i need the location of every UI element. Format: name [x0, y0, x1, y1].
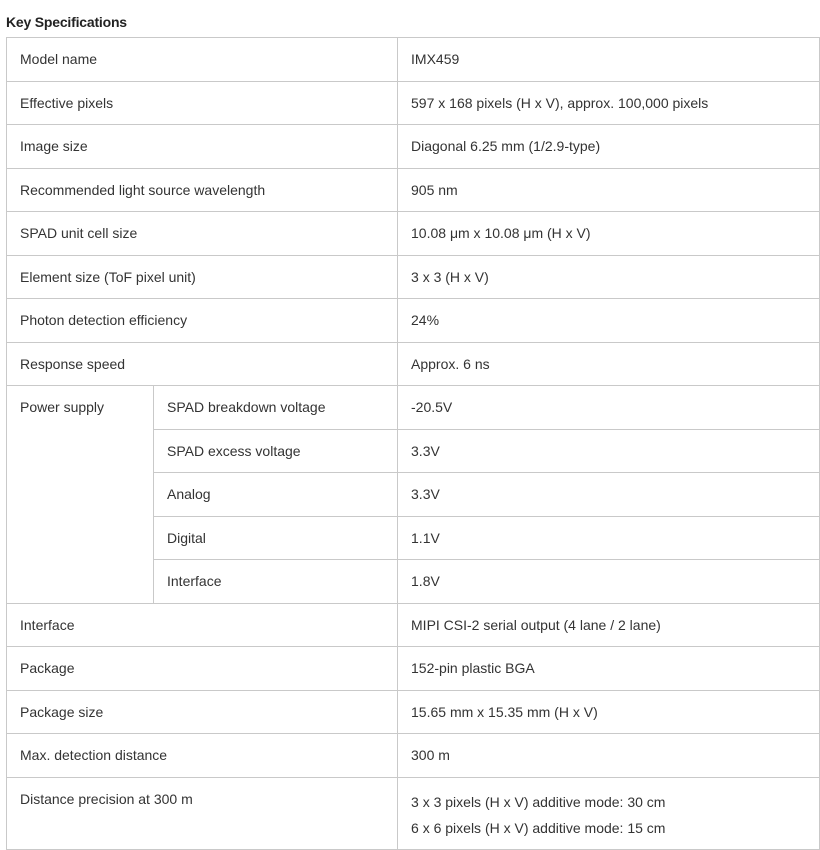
spec-value: 152-pin plastic BGA: [398, 647, 820, 691]
table-row: [7, 255, 820, 299]
table-row: [7, 603, 820, 647]
power-sub-value: 3.3V: [398, 473, 820, 517]
spec-value: 3 x 3 (H x V): [398, 255, 820, 299]
spec-value-multiline: [398, 777, 820, 849]
table-row: [7, 125, 820, 169]
spec-label: SPAD unit cell size: [7, 212, 398, 256]
power-sub-label: SPAD excess voltage: [154, 429, 398, 473]
spec-label: Package: [7, 647, 398, 691]
power-sub-value: -20.5V: [398, 386, 820, 430]
precision-line: 6 x 6 pixels (H x V) additive mode: 15 cm: [411, 819, 666, 836]
table-row: [7, 386, 820, 430]
spec-label: Photon detection efficiency: [7, 299, 398, 343]
power-sub-label: Interface: [154, 560, 398, 604]
table-row: [7, 777, 820, 849]
table-row: [7, 81, 820, 125]
key-specifications-table: [6, 37, 820, 850]
spec-label: Image size: [7, 125, 398, 169]
power-sub-value: 3.3V: [398, 429, 820, 473]
table-row: [7, 734, 820, 778]
spec-label: Package size: [7, 690, 398, 734]
spec-value: 10.08 μm x 10.08 μm (H x V): [398, 212, 820, 256]
spec-label: Effective pixels: [7, 81, 398, 125]
spec-label: Response speed: [7, 342, 398, 386]
spec-label: Element size (ToF pixel unit): [7, 255, 398, 299]
power-sub-value: 1.8V: [398, 560, 820, 604]
power-sub-label: Analog: [154, 473, 398, 517]
table-row: [7, 168, 820, 212]
table-row: [7, 690, 820, 734]
spec-label: Max. detection distance: [7, 734, 398, 778]
table-row: [7, 647, 820, 691]
power-sub-value: 1.1V: [398, 516, 820, 560]
spec-label: Interface: [7, 603, 398, 647]
spec-value: MIPI CSI-2 serial output (4 lane / 2 lane): [398, 603, 820, 647]
section-title: Key Specifications: [6, 14, 127, 30]
table-row: [7, 299, 820, 343]
spec-value: Diagonal 6.25 mm (1/2.9-type): [398, 125, 820, 169]
spec-value: 15.65 mm x 15.35 mm (H x V): [398, 690, 820, 734]
spec-value: Approx. 6 ns: [398, 342, 820, 386]
table-row: [7, 38, 820, 82]
precision-line: 3 x 3 pixels (H x V) additive mode: 30 cm: [411, 793, 666, 810]
spec-value: 300 m: [398, 734, 820, 778]
spec-value: 24%: [398, 299, 820, 343]
table-row: [7, 212, 820, 256]
spec-label: Distance precision at 300 m: [7, 777, 398, 849]
spec-value: 905 nm: [398, 168, 820, 212]
spec-label: Model name: [7, 38, 398, 82]
power-sub-label: Digital: [154, 516, 398, 560]
spec-value: IMX459: [398, 38, 820, 82]
spec-value: 597 x 168 pixels (H x V), approx. 100,000 pixels: [398, 81, 820, 125]
spec-label: Recommended light source wavelength: [7, 168, 398, 212]
power-sub-label: SPAD breakdown voltage: [154, 386, 398, 430]
table-row: [7, 342, 820, 386]
power-supply-label: Power supply: [7, 386, 154, 604]
